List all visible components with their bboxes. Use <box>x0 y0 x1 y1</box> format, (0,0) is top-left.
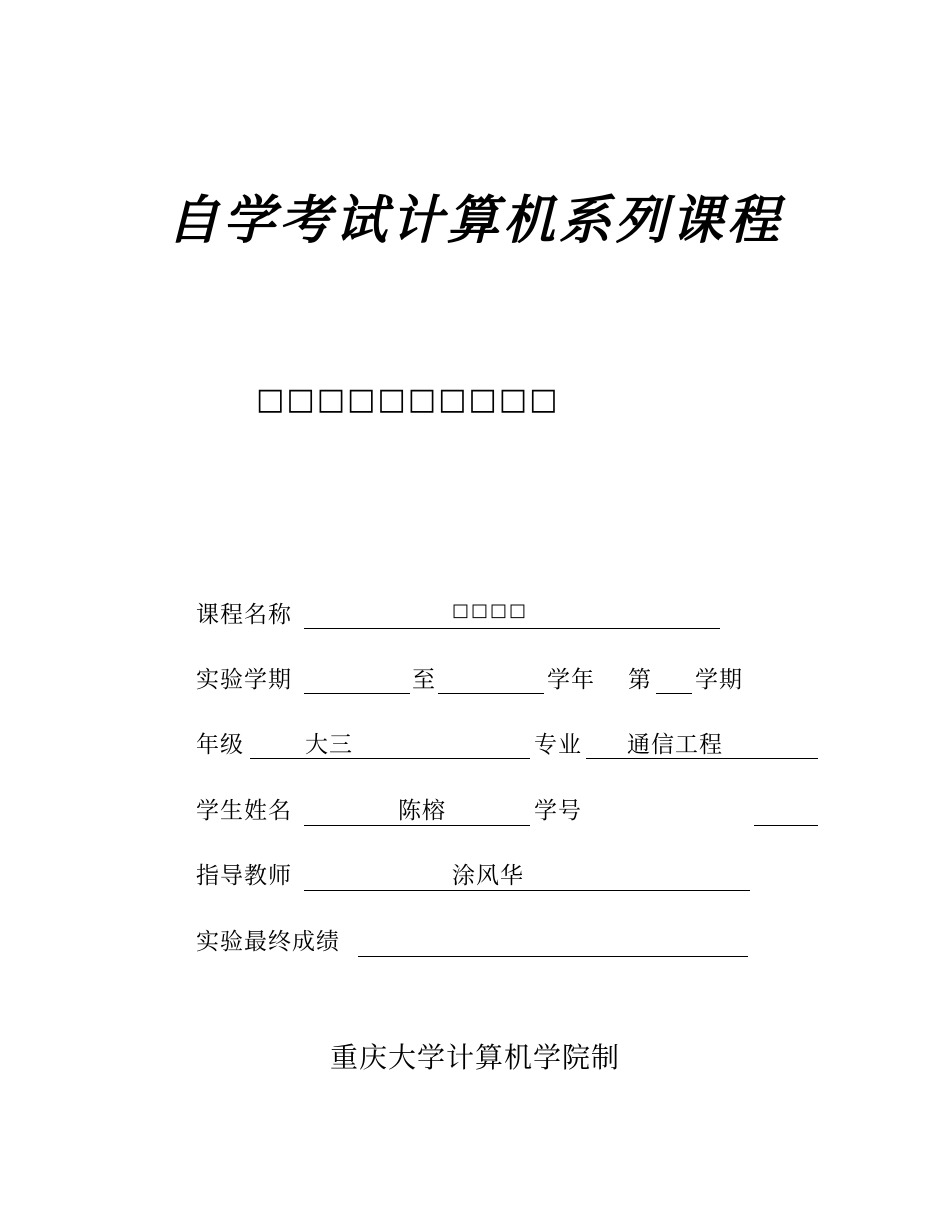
score-label: 实验最终成绩 <box>196 929 340 955</box>
term-start-line <box>304 693 410 694</box>
name-label: 学生姓名 <box>196 798 292 824</box>
course-line <box>304 628 720 629</box>
term-number-line <box>656 693 692 694</box>
major-label: 专业 <box>534 732 582 758</box>
course-label: 课程名称 <box>196 602 292 628</box>
score-line <box>358 956 748 957</box>
series-title: 自学考试计算机系列课程 <box>166 190 783 251</box>
term-to: 至 <box>412 667 436 693</box>
term-label: 实验学期 <box>196 667 292 693</box>
advisor-line <box>304 890 750 891</box>
term-end-line <box>438 693 544 694</box>
name-line <box>304 825 530 826</box>
grade-value: 大三 <box>305 732 353 758</box>
grade-label: 年级 <box>196 732 244 758</box>
advisor-label: 指导教师 <box>196 863 292 889</box>
id-line <box>754 825 818 826</box>
name-value: 陈榕 <box>398 798 446 824</box>
grade-line <box>250 758 530 759</box>
report-subtitle: □□□□□□□□□□ <box>256 382 560 417</box>
issuer-footer: 重庆大学计算机学院制 <box>329 1041 620 1074</box>
id-label: 学号 <box>534 798 582 824</box>
course-value: □□□□ <box>452 600 529 621</box>
major-line <box>586 758 818 759</box>
advisor-value: 涂风华 <box>452 863 524 889</box>
term-di: 第 <box>628 667 652 693</box>
term-semester: 学期 <box>695 667 743 693</box>
term-year: 学年 <box>547 667 595 693</box>
major-value: 通信工程 <box>627 732 723 758</box>
